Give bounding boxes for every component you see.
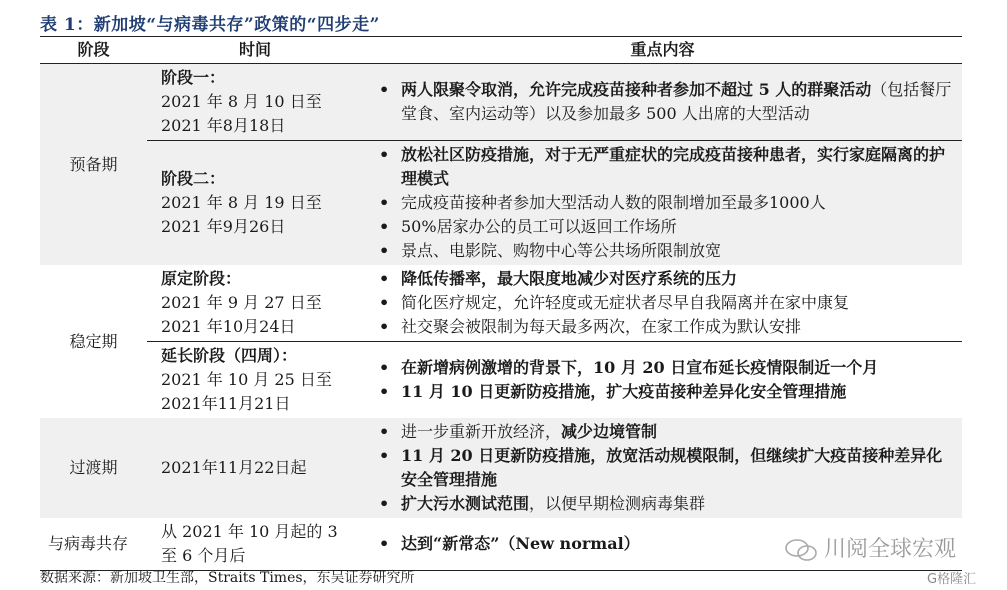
phase-label: 原定阶段： [161,269,242,288]
time-cell [147,141,363,266]
list-item: • 景点、电影院、购物中心等公共场所限制放宽 [371,239,954,263]
content-cell [363,418,962,518]
period-cell: 与病毒共存 [40,518,147,571]
time-range: 2021 年 8 月 10 日至 2021 年8月18日 [161,92,322,135]
list-item: • 进一步重新开放经济，减少边境管制 [371,420,954,444]
wechat-icon [784,538,820,562]
period-cell: 预备期 [40,64,147,266]
time-cell [147,342,363,419]
content-cell [363,342,962,419]
time-range: 2021 年 10 月 25 日至 2021年11月21日 [161,370,332,413]
period-cell: 稳定期 [69,331,118,351]
header-time: 时间 [147,37,363,64]
watermark-secondary: G格隆汇 [927,572,977,587]
time-range: 2021 年 9 月 27 日至 2021 年10月24日 [161,293,322,336]
header-content: 重点内容 [363,37,962,64]
list-item: • 11 月 20 日更新防疫措施，放宽活动规模限制，但继续扩大疫苗接种差异化安全管理措施 [371,444,954,492]
table-header-row [40,37,962,64]
table-row [40,342,962,419]
time-cell [147,64,363,141]
source-note: 数据来源：新加坡卫生部，Straits Times，东吴证券研究所 [40,570,415,586]
time-cell: 从 2021 年 10 月起的 3 至 6 个月后 [147,518,363,571]
content-cell [363,141,962,266]
list-item: • 扩大污水测试范围，以便早期检测病毒集群 [371,492,954,516]
period-cell: 过渡期 [40,418,147,518]
table-title: 表 1：新加坡“与病毒共存”政策的“四步走” [40,15,380,35]
table-row [40,265,962,342]
list-item: • 达到“新常态”（New normal） [371,532,954,556]
content-cell [363,64,962,141]
table-row [40,141,962,266]
time-range: 2021 年 8 月 19 日至 2021 年9月26日 [161,193,322,236]
time-cell [147,265,363,342]
policy-table [40,36,962,571]
table-row [40,418,962,518]
list-item: • 11 月 10 日更新防疫措施，扩大疫苗接种差异化安全管理措施 [371,380,954,404]
list-item: • 简化医疗规定，允许轻度或无症状者尽早自我隔离并在家中康复 [371,291,954,315]
watermark: 川阅全球宏观 [824,537,957,562]
phase-label: 延长阶段（四周）： [161,346,298,365]
header-period: 阶段 [40,37,147,64]
list-item: • 完成疫苗接种者参加大型活动人数的限制增加至最多1000人 [371,191,954,215]
content-cell [363,265,962,342]
list-item: • 两人限聚令取消，允许完成疫苗接种者参加不超过 5 人的群聚活动（包括餐厅堂食、室内运动等）以及参加最多 500 人出席的大型活动 [371,78,954,126]
list-item: • 降低传播率，最大限度地减少对医疗系统的压力 [371,267,954,291]
time-cell: 2021年11月22日起 [147,418,363,518]
list-item: • 在新增病例激增的背景下，10 月 20 日宣布延长疫情限制近一个月 [371,356,954,380]
phase-label: 阶段一： [161,68,226,87]
list-item: • 放松社区防疫措施，对于无严重症状的完成疫苗接种患者，实行家庭隔离的护理模式 [371,143,954,191]
list-item: • 社交聚会被限制为每天最多两次，在家工作成为默认安排 [371,315,954,339]
phase-label: 阶段二： [161,169,226,188]
table-row [40,64,962,141]
list-item: • 50%居家办公的员工可以返回工作场所 [371,215,954,239]
